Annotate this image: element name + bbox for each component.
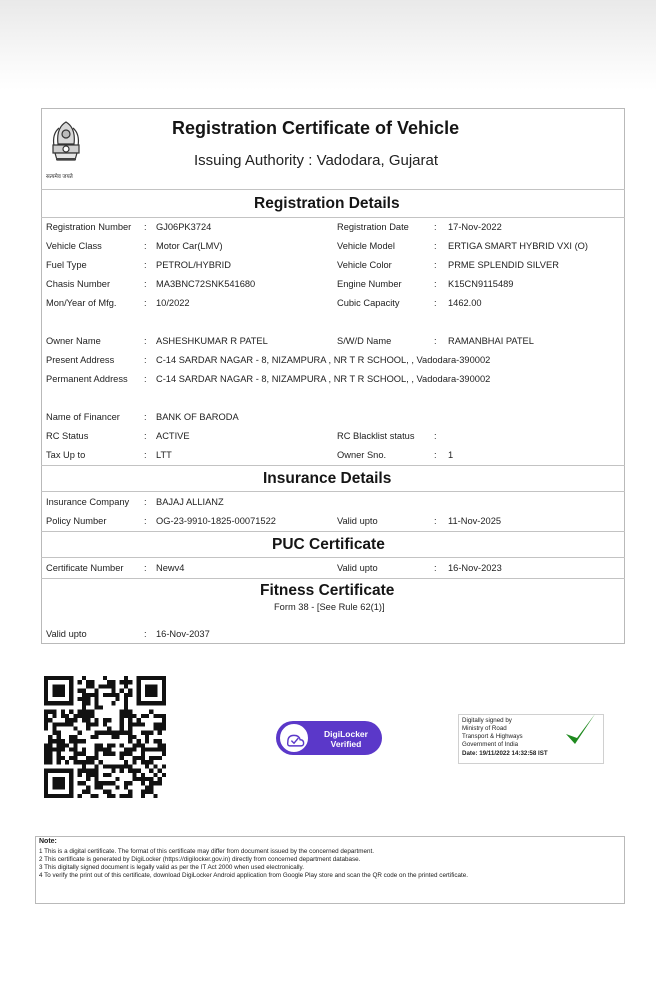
rc-status-label: RC Status [46, 431, 89, 441]
reg-number-value: GJ06PK3724 [156, 222, 212, 232]
fuel-type-label: Fuel Type [46, 260, 87, 270]
chasis-value: MA3BNC72SNK541680 [156, 279, 256, 289]
financer-label: Name of Financer [46, 412, 120, 422]
certificate-number-value: Newv4 [156, 563, 185, 573]
colon: : [144, 412, 147, 422]
colon: : [144, 563, 147, 573]
policy-number-label: Policy Number [46, 516, 107, 526]
note-item: 3 This digitally signed document is legally valid as per the IT Act 2000 when used electronically. [39, 864, 304, 871]
colon: : [434, 241, 437, 251]
colon: : [144, 222, 147, 232]
colon: : [434, 336, 437, 346]
colon: : [144, 374, 147, 384]
colon: : [434, 298, 437, 308]
swd-value: RAMANBHAI PATEL [448, 336, 534, 346]
present-address-value: C-14 SARDAR NAGAR - 8, NIZAMPURA , NR T R SCHOOL, , Vadodara-390002 [156, 355, 491, 365]
colon: : [144, 260, 147, 270]
owner-sno-value: 1 [448, 450, 454, 460]
signature-line: Government of India [462, 741, 519, 748]
colon: : [144, 431, 147, 441]
reg-number-label: Registration Number [46, 222, 132, 232]
vehicle-model-label: Vehicle Model [337, 241, 395, 251]
engine-label: Engine Number [337, 279, 402, 289]
rc-blacklist-label: RC Blacklist status [337, 431, 415, 441]
vehicle-class-value: Motor Car(LMV) [156, 241, 223, 251]
registration-details-heading: Registration Details [254, 195, 400, 212]
note-item: 2 This certificate is generated by DigiLocker (https://digilocker.gov.in) directly from concerned department database. [39, 856, 361, 863]
owner-value: ASHESHKUMAR R PATEL [156, 336, 268, 346]
colon: : [434, 516, 437, 526]
digilocker-line2: Verified [330, 739, 362, 749]
swd-label: S/W/D Name [337, 336, 392, 346]
divider [41, 557, 625, 558]
colon: : [434, 431, 437, 441]
colon: : [144, 336, 147, 346]
permanent-address-value: C-14 SARDAR NAGAR - 8, NIZAMPURA , NR T R SCHOOL, , Vadodara-390002 [156, 374, 491, 384]
chasis-label: Chasis Number [46, 279, 111, 289]
owner-label: Owner Name [46, 336, 101, 346]
vehicle-color-label: Vehicle Color [337, 260, 392, 270]
insurance-valid-value: 11-Nov-2025 [448, 516, 502, 526]
colon: : [434, 279, 437, 289]
colon: : [144, 355, 147, 365]
divider [41, 491, 625, 492]
colon: : [144, 450, 147, 460]
vehicle-color-value: PRME SPLENDID SILVER [448, 260, 559, 270]
divider [41, 578, 625, 579]
colon: : [434, 450, 437, 460]
fitness-valid-label: Valid upto [46, 629, 87, 639]
financer-value: BANK OF BARODA [156, 412, 239, 422]
rc-status-value: ACTIVE [156, 431, 190, 441]
certificate-number-label: Certificate Number [46, 563, 124, 573]
fitness-valid-value: 16-Nov-2037 [156, 629, 210, 639]
puc-valid-label: Valid upto [337, 563, 378, 573]
divider [41, 189, 625, 190]
signature-line: Ministry of Road [462, 725, 507, 732]
document-title: Registration Certificate of Vehicle [172, 118, 460, 138]
note-item: 4 To verify the print out of this certificate, download DigiLocker Android application from Google Play store and scan the QR code on the printed certificate. [39, 872, 469, 879]
puc-valid-value: 16-Nov-2023 [448, 563, 502, 573]
signature-date: Date: 19/11/2022 14:32:58 IST [462, 750, 548, 757]
reg-date-label: Registration Date [337, 222, 409, 232]
fitness-form-reference: Form 38 - [See Rule 62(1)] [274, 602, 385, 612]
verified-check-icon [560, 710, 600, 752]
divider [41, 217, 625, 218]
insurance-company-label: Insurance Company [46, 497, 130, 507]
note-item: 1 This is a digital certificate. The format of this certificate may differ from document issued by the concerned department. [39, 848, 374, 855]
signature-line: Transport & Highways [462, 733, 523, 740]
fuel-type-value: PETROL/HYBRID [156, 260, 231, 270]
colon: : [144, 241, 147, 251]
colon: : [434, 563, 437, 573]
colon: : [144, 298, 147, 308]
signature-line: Digitally signed by [462, 717, 512, 724]
issuing-authority: Issuing Authority : Vadodara, Gujarat [194, 152, 439, 169]
qr-code[interactable] [44, 676, 166, 798]
engine-value: K15CN9115489 [448, 279, 514, 289]
tax-label: Tax Up to [46, 450, 86, 460]
colon: : [144, 516, 147, 526]
divider [41, 531, 625, 532]
owner-sno-label: Owner Sno. [337, 450, 387, 460]
emblem-caption: सत्यमेव जयते [46, 174, 73, 180]
capacity-label: Cubic Capacity [337, 298, 400, 308]
vehicle-model-value: ERTIGA SMART HYBRID VXI (O) [448, 241, 588, 251]
colon: : [144, 497, 147, 507]
policy-number-value: OG-23-9910-1825-00071522 [156, 516, 276, 526]
colon: : [434, 222, 437, 232]
mfg-label: Mon/Year of Mfg. [46, 298, 117, 308]
insurance-valid-label: Valid upto [337, 516, 378, 526]
insurance-company-value: BAJAJ ALLIANZ [156, 497, 224, 507]
tax-value: LTT [156, 450, 172, 460]
top-shade [0, 0, 656, 90]
divider [41, 465, 625, 466]
notes-heading: Note: [39, 838, 57, 845]
fitness-certificate-heading: Fitness Certificate [260, 582, 395, 599]
mfg-value: 10/2022 [156, 298, 190, 308]
insurance-details-heading: Insurance Details [263, 470, 392, 487]
reg-date-value: 17-Nov-2022 [448, 222, 502, 232]
digilocker-label [318, 729, 374, 749]
present-address-label: Present Address [46, 355, 115, 365]
colon: : [144, 279, 147, 289]
permanent-address-label: Permanent Address [46, 374, 128, 384]
digilocker-lock-icon [278, 722, 310, 754]
capacity-value: 1462.00 [448, 298, 482, 308]
colon: : [144, 629, 147, 639]
colon: : [434, 260, 437, 270]
vehicle-class-label: Vehicle Class [46, 241, 102, 251]
puc-certificate-heading: PUC Certificate [272, 536, 385, 553]
digilocker-line1: DigiLocker [324, 729, 368, 739]
